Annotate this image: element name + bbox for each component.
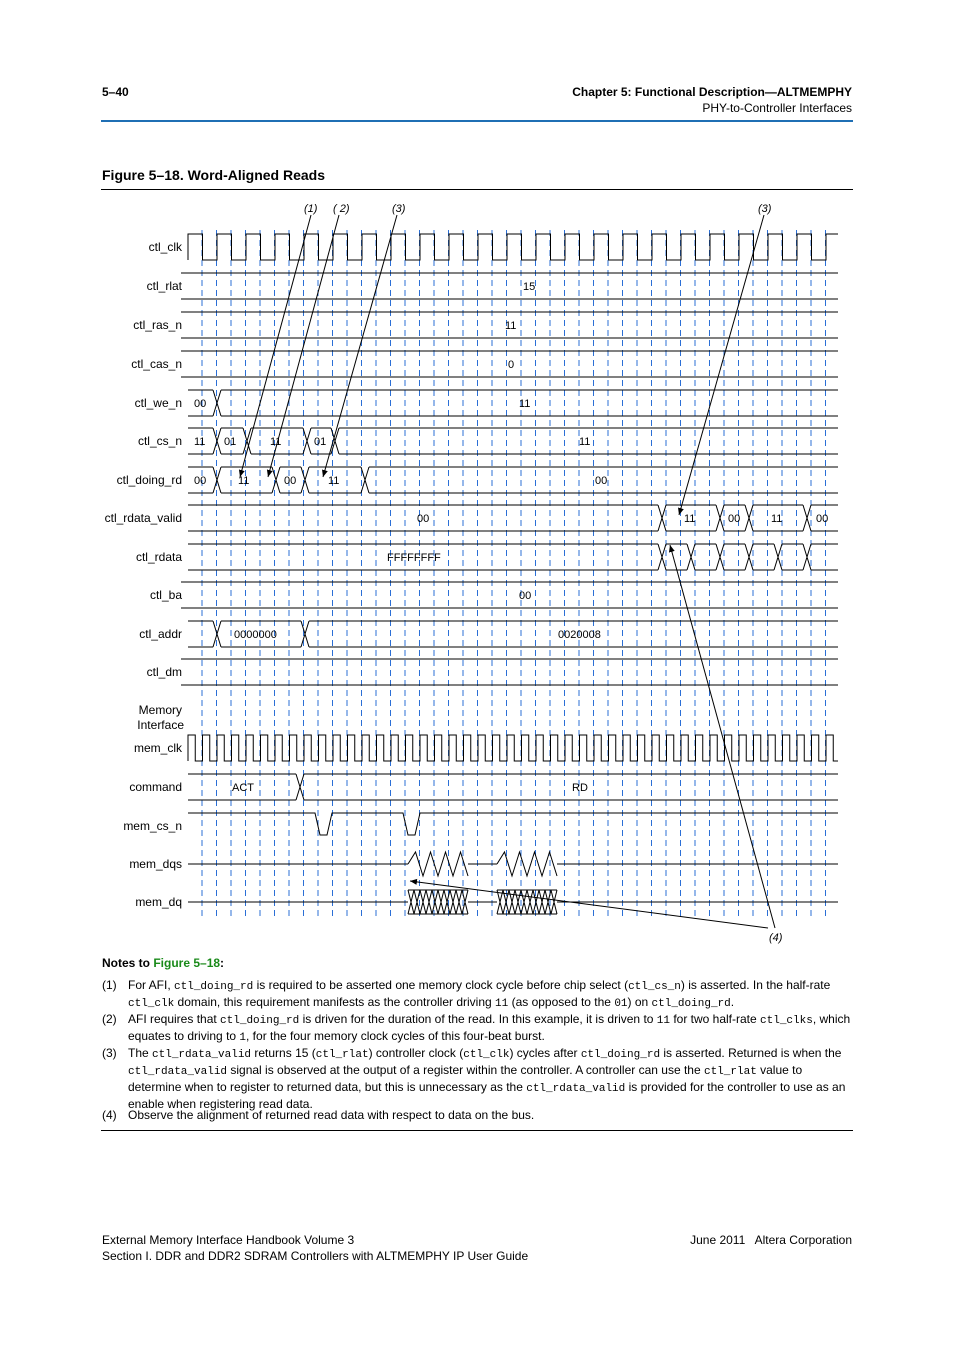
- callout-3b: (3): [758, 203, 772, 215]
- label-memory-interface: Memory Interface: [137, 703, 184, 732]
- label-ctl-cs-n: ctl_cs_n: [137, 434, 182, 448]
- value-ctl-doing-rd-0: 00: [194, 475, 207, 487]
- value-ctl-cs-n-3: 01: [314, 436, 327, 448]
- value-ctl-rdata: FFFFFFFF: [387, 552, 441, 564]
- wave-ctl-ba: [181, 582, 838, 608]
- footer-guide: Section I. DDR and DDR2 SDRAM Controllers with ALTMEMPHY IP User Guide: [102, 1249, 529, 1263]
- section-title: PHY-to-Controller Interfaces: [702, 101, 852, 115]
- wave-ctl-dm: [181, 659, 838, 685]
- value-ctl-doing-rd-3: 11: [328, 475, 340, 487]
- label-ctl-rdata: ctl_rdata: [135, 550, 182, 564]
- label-ctl-rdata-valid: ctl_rdata_valid: [104, 511, 182, 525]
- label-ctl-ras-n: ctl_ras_n: [133, 318, 182, 332]
- value-ctl-rdata-valid-3: 11: [771, 513, 783, 525]
- arrow-callout-3b: [679, 215, 764, 515]
- arrow-callout-4b: [410, 881, 768, 928]
- wave-mem-dqs: [188, 852, 838, 876]
- label-mem-cs-n: mem_cs_n: [123, 819, 182, 833]
- note-3: (3) The ctl_rdata_valid returns 15 (ctl_rlat) controller clock (ctl_clk) cycles after ctl_doing_rd is asserted. Returned is when the ctl_rdata_valid signal is observed at the output of a register within the controller. A controller can use the ctl_rlat value to determine when to register to returned data, but this is unnecessary as the ctl_rdata_valid is provided for the controller to use as an enable when registering read data.: [102, 1046, 846, 1111]
- value-ctl-cs-n-1: 01: [224, 436, 237, 448]
- note-1: (1) For AFI, ctl_doing_rd is required to be asserted one memory clock cycle before chip select (ctl_cs_n) is asserted. In the half-rate ctl_clk domain, this requirement manifests as the controller driving 11 (as opposed to the 01) on ctl_doing_rd.: [102, 978, 831, 1010]
- wave-mem-clk: [188, 735, 838, 761]
- waveforms: [181, 234, 838, 914]
- value-ctl-ba: 00: [519, 590, 532, 602]
- wave-ctl-addr: [188, 621, 838, 647]
- value-ctl-cas-n: 0: [508, 359, 515, 371]
- wave-ctl-clk: [188, 234, 838, 260]
- label-command: command: [129, 780, 182, 794]
- label-ctl-clk: ctl_clk: [148, 240, 182, 254]
- label-ctl-rlat: ctl_rlat: [146, 279, 182, 293]
- notes-title: Notes to Figure 5–18:: [102, 956, 225, 970]
- callouts: [240, 203, 783, 944]
- wave-ctl-rlat: [181, 273, 838, 299]
- label-ctl-doing-rd: ctl_doing_rd: [116, 473, 182, 487]
- label-ctl-dm: ctl_dm: [146, 665, 182, 679]
- arrow-callout-3a: [323, 215, 397, 477]
- value-ctl-doing-rd-1: 11: [238, 475, 250, 487]
- value-ctl-rdata-valid-1: 11: [684, 513, 696, 525]
- note-2: (2) AFI requires that ctl_doing_rd is driven for the duration of the read. In this example, it is driven to 11 for two half-rate ctl_clks, which equates to driving to 1, for the four memory clock cycles of this four-beat burst.: [102, 1012, 851, 1044]
- wave-ctl-cs-n: [188, 428, 838, 454]
- label-mem-dq: mem_dq: [135, 895, 182, 909]
- footer-handbook: External Memory Interface Handbook Volume 3: [102, 1233, 355, 1247]
- value-ctl-cs-n-4: 11: [579, 436, 591, 448]
- wave-mem-dq: [188, 890, 838, 914]
- value-ctl-addr-0: 0000000: [234, 629, 277, 641]
- value-ctl-we-n-1: 11: [519, 398, 531, 410]
- wave-command: [188, 774, 838, 800]
- signal-labels: [105, 240, 185, 909]
- chapter-title: Chapter 5: Functional Description—ALTMEMPHY: [572, 85, 852, 99]
- notes-bottom-rule: [101, 1130, 853, 1131]
- label-mem-clk: mem_clk: [133, 741, 182, 755]
- note-4: (4) Observe the alignment of returned read data with respect to data on the bus.: [102, 1108, 535, 1122]
- wave-ctl-rdata: [188, 544, 838, 570]
- callout-4: (4): [769, 932, 783, 944]
- wave-mem-cs-n: [188, 813, 838, 835]
- value-ctl-rdata-valid-0: 00: [417, 513, 430, 525]
- arrow-callout-4a: [670, 545, 775, 928]
- value-ctl-we-n-0: 00: [194, 398, 207, 410]
- label-ctl-we-n: ctl_we_n: [134, 396, 182, 410]
- value-ctl-rdata-valid-4: 00: [816, 513, 829, 525]
- timing-gridlines: [202, 230, 829, 917]
- page-number: 5–40: [102, 85, 129, 99]
- bus-values: [194, 281, 828, 794]
- value-command-rd: RD: [572, 782, 588, 794]
- value-ctl-cs-n-2: 11: [270, 436, 282, 448]
- label-mem-dqs: mem_dqs: [129, 857, 182, 871]
- value-ctl-doing-rd-4: 00: [595, 475, 608, 487]
- footer-date-company: June 2011 Altera Corporation: [690, 1233, 852, 1247]
- figure-link[interactable]: Figure 5–18: [153, 956, 221, 970]
- label-ctl-ba: ctl_ba: [149, 588, 182, 602]
- figure-top-rule: [101, 189, 853, 190]
- timing-diagram: [0, 195, 954, 955]
- value-ctl-doing-rd-2: 00: [284, 475, 297, 487]
- value-ctl-rdata-valid-2: 00: [728, 513, 741, 525]
- value-command-act: ACT: [232, 782, 254, 794]
- value-ctl-rlat: 15: [523, 281, 536, 293]
- header-rule: [101, 120, 853, 122]
- wave-ctl-rdata-valid: [188, 505, 838, 531]
- label-ctl-addr: ctl_addr: [139, 627, 182, 641]
- figure-title: Figure 5–18. Word-Aligned Reads: [102, 167, 326, 183]
- callout-2: ( 2): [333, 203, 350, 215]
- callout-3a: (3): [392, 203, 406, 215]
- label-ctl-cas-n: ctl_cas_n: [131, 357, 182, 371]
- value-ctl-cs-n-0: 11: [194, 436, 206, 448]
- value-ctl-ras-n: 11: [505, 320, 517, 332]
- callout-1: (1): [304, 203, 318, 215]
- value-ctl-addr-1: 0020008: [558, 629, 601, 641]
